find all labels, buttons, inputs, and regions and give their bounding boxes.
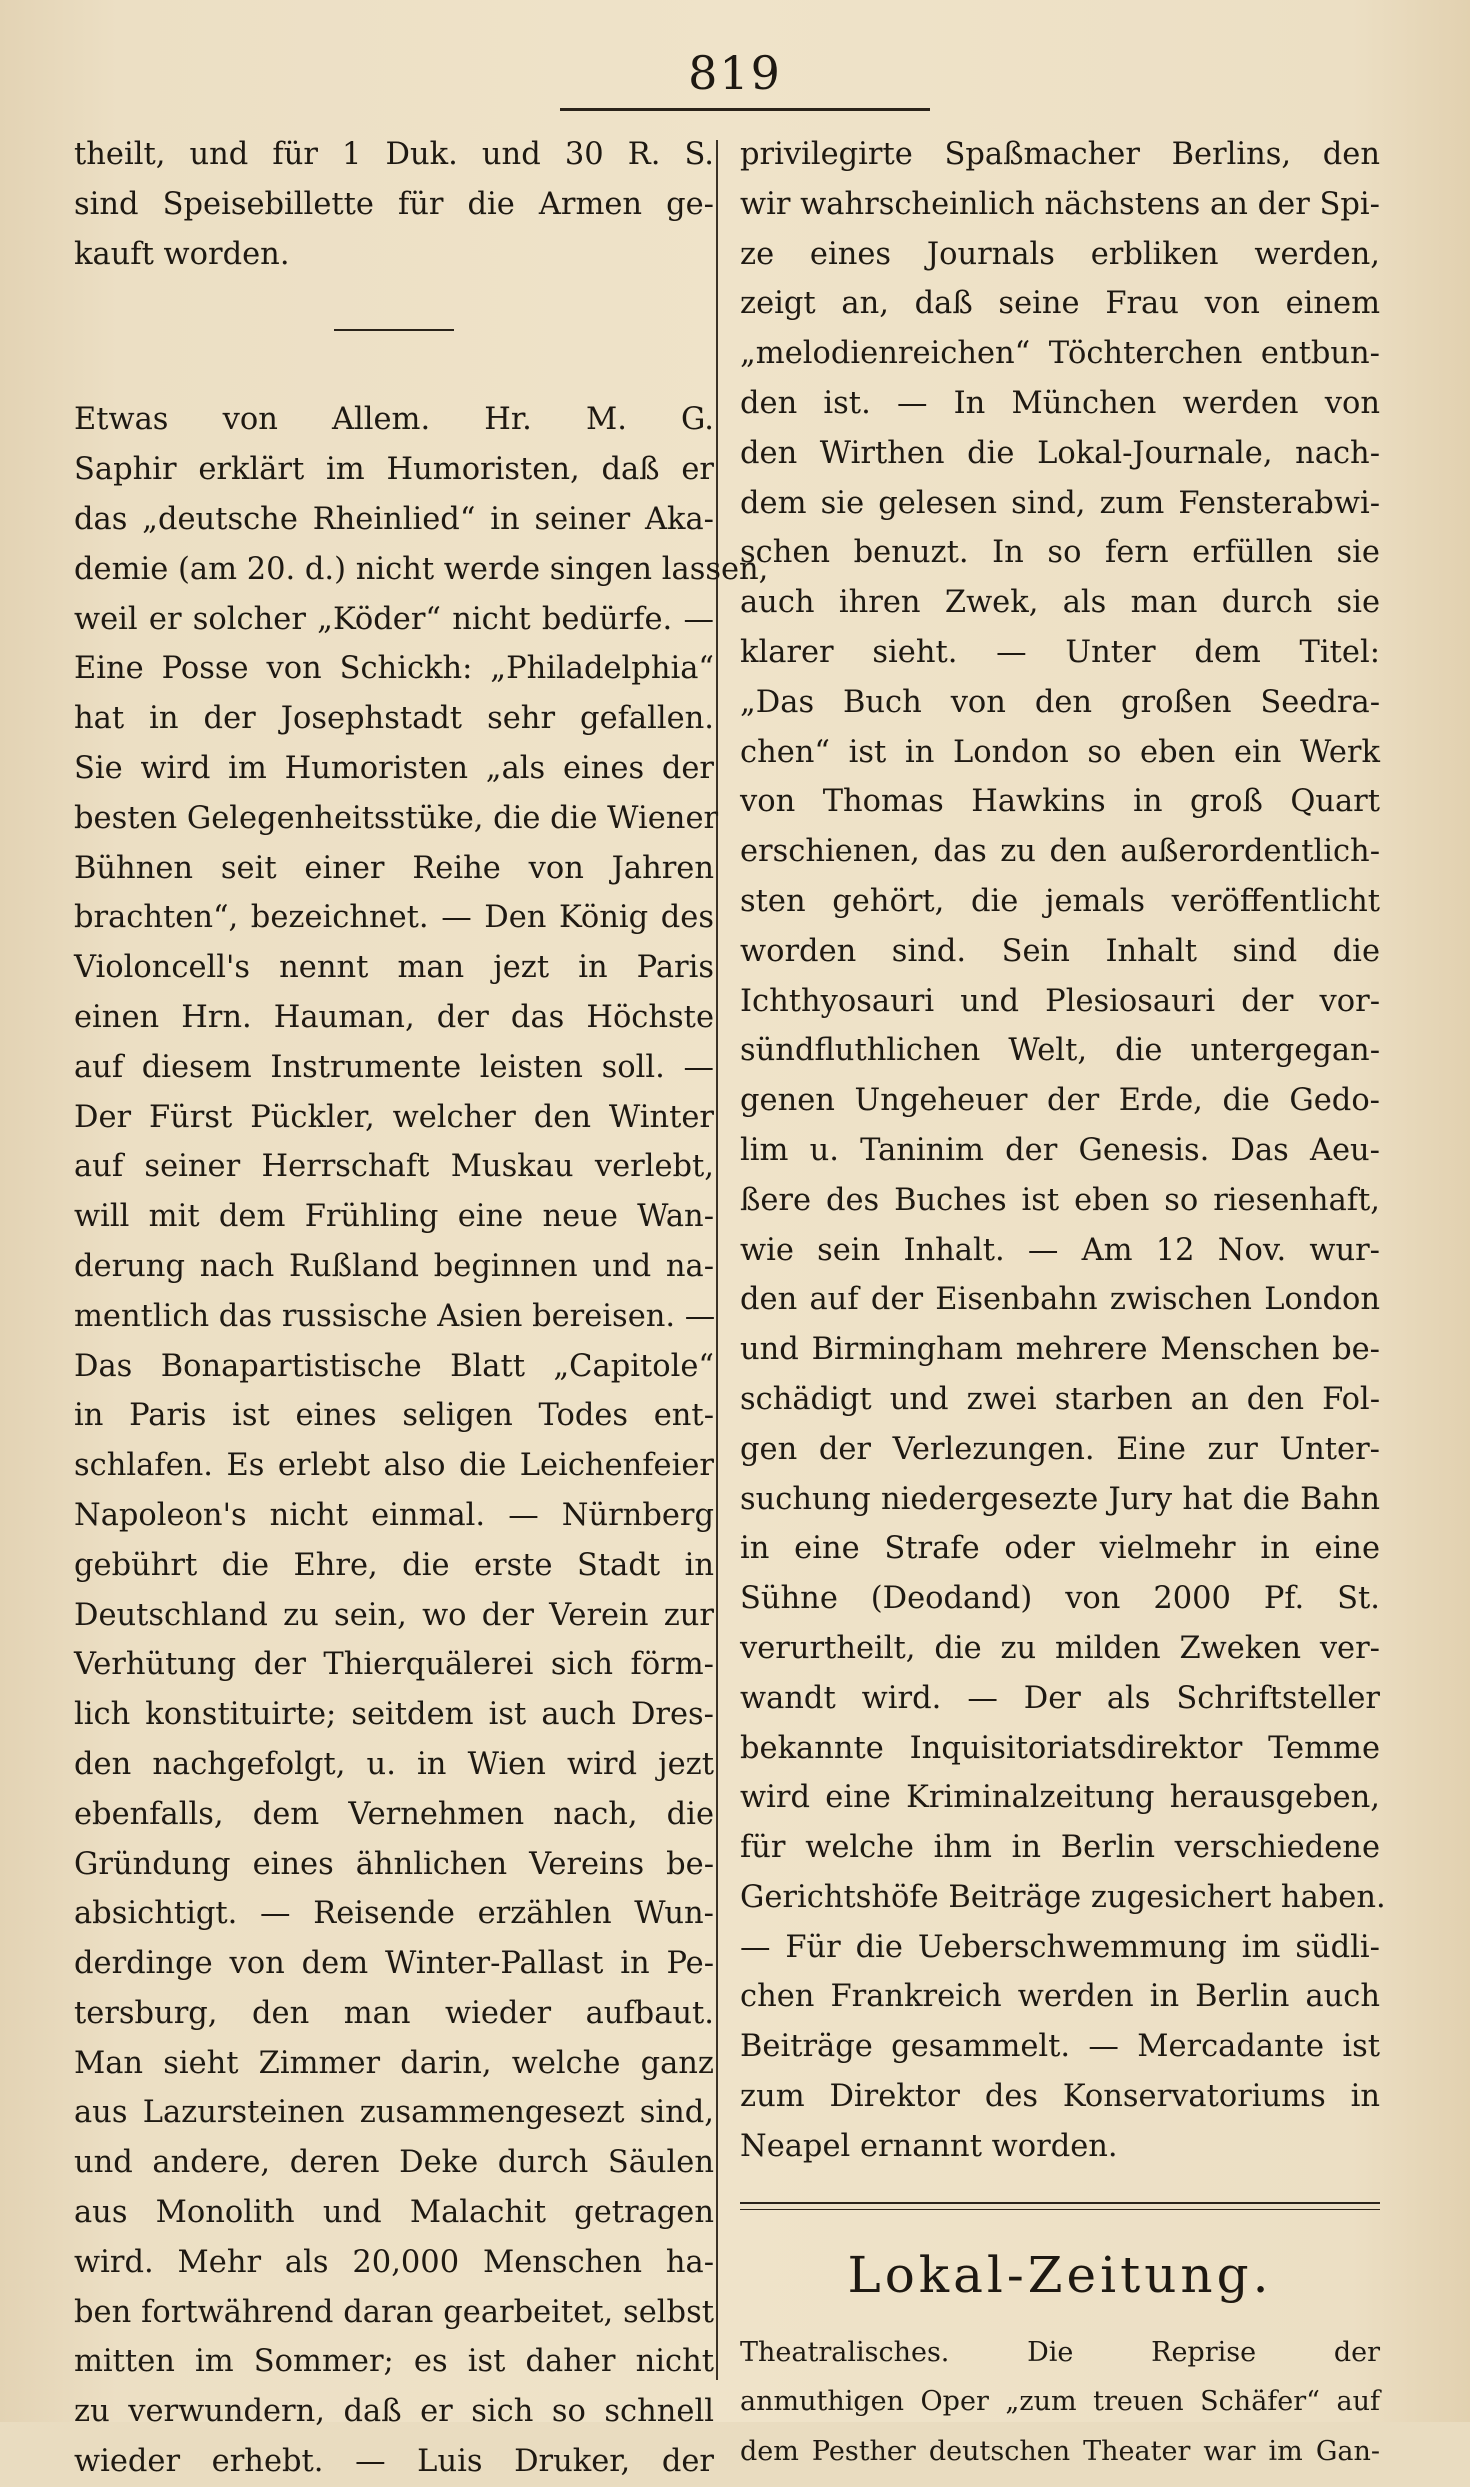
text-line: wird eine Kriminalzeitung herausgeben,: [740, 1780, 1380, 1816]
text-line: ze eines Journals erbliken werden,: [740, 236, 1380, 272]
text-line: dem sie gelesen sind, zum Fensterabwi-: [740, 485, 1380, 521]
text-line: wieder erhebt. — Luis Druker, der: [74, 2444, 714, 2480]
text-line: Sühne (Deodand) von 2000 Pf. St.: [740, 1581, 1380, 1617]
text-line: chen“ ist in London so eben ein Werk: [740, 734, 1380, 770]
text-line: schen benuzt. In so fern erfüllen sie: [740, 535, 1380, 571]
text-line: Gründung eines ähnlichen Vereins be-: [74, 1846, 714, 1882]
text-line: ebenfalls, dem Vernehmen nach, die: [74, 1796, 714, 1832]
text-line: will mit dem Frühling eine neue Wan-: [74, 1199, 714, 1235]
text-line: erschienen, das zu den außerordentlich-: [740, 834, 1380, 870]
text-line: Verhütung der Thierquälerei sich förm-: [74, 1647, 714, 1683]
text-line: sündfluthlichen Welt, die untergegan-: [740, 1033, 1380, 1069]
text-line: verurtheilt, die zu milden Zweken ver-: [740, 1630, 1380, 1666]
text-line: sind Speisebillette für die Armen ge-: [74, 186, 714, 222]
text-line: Das Bonapartistische Blatt „Capitole“: [74, 1348, 714, 1384]
text-line: weil er solcher „Köder“ nicht bedürfe. —: [74, 601, 714, 637]
column-divider: [716, 140, 718, 2380]
text-line: Neapel ernannt worden.: [740, 2128, 1118, 2164]
text-line: und Birmingham mehrere Menschen be-: [740, 1332, 1380, 1368]
text-line: auch ihren Zwek, als man durch sie: [740, 585, 1380, 621]
text-line: Man sieht Zimmer darin, welche ganz: [74, 2045, 714, 2081]
text-line: Sie wird im Humoristen „als eines der: [74, 750, 714, 786]
text-line: dem Pesther deutschen Theater war im Gan-: [740, 2436, 1380, 2468]
text-line: Bühnen seit einer Reihe von Jahren: [74, 850, 714, 886]
text-line: den Wirthen die Lokal-Journale, nach-: [740, 435, 1380, 471]
text-line: — Für die Ueberschwemmung im südli-: [740, 1929, 1380, 1965]
text-line: gebührt die Ehre, die erste Stadt in: [74, 1547, 714, 1583]
text-line: zum Direktor des Konservatoriums in: [740, 2079, 1380, 2115]
text-line: chen Frankreich werden in Berlin auch: [740, 1979, 1380, 2015]
text-line: „melodienreichen“ Töchterchen entbun-: [740, 336, 1380, 372]
text-line: privilegirte Spaßmacher Berlins, den: [740, 137, 1380, 172]
text-line: aus Monolith und Malachit getragen: [74, 2195, 714, 2231]
text-line: „Das Buch von den großen Seedra-: [740, 684, 1380, 720]
text-line: Saphir erklärt im Humoristen, daß er: [74, 452, 714, 488]
text-line: Violoncell's nennt man jezt in Paris: [74, 950, 714, 986]
text-line: tersburg, den man wieder aufbaut.: [74, 1995, 714, 2031]
text-line: von Thomas Hawkins in groß Quart: [740, 784, 1380, 820]
left-column: [74, 130, 769, 2487]
text-line: auf diesem Instrumente leisten soll. —: [74, 1049, 714, 1085]
text-line: absichtigt. — Reisende erzählen Wun-: [74, 1896, 714, 1932]
text-line: genen Ungeheuer der Erde, die Gedo-: [740, 1083, 1380, 1119]
text-line: in eine Strafe oder vielmehr in eine: [740, 1531, 1380, 1567]
text-line: wird. Mehr als 20,000 Menschen ha-: [74, 2244, 714, 2280]
text-line: theilt, und für 1 Duk. und 30 R. S.: [74, 137, 714, 172]
text-line: derung nach Rußland beginnen und na-: [74, 1248, 714, 1284]
text-line: ben fortwährend daran gearbeitet, selbst: [74, 2294, 714, 2330]
section-double-rule: [740, 2202, 1380, 2210]
text-line: derdinge von dem Winter-Pallast in Pe-: [74, 1946, 714, 1982]
text-line: mitten im Sommer; es ist daher nicht: [74, 2344, 714, 2380]
text-line: auf seiner Herrschaft Muskau verlebt,: [74, 1149, 714, 1185]
article-theatralisches: [740, 2328, 1380, 2477]
text-line: lim u. Taninim der Genesis. Das Aeu-: [740, 1132, 1380, 1168]
text-line: Eine Posse von Schickh: „Philadelphia“: [74, 651, 714, 687]
text-line: einen Hrn. Hauman, der das Höchste: [74, 999, 714, 1035]
text-line: Beiträge gesammelt. — Mercadante ist: [740, 2029, 1380, 2065]
text-line: wir wahrscheinlich nächstens an der Spi-: [740, 186, 1380, 222]
section-title-lokal-zeitung: Lokal-Zeitung.: [847, 2245, 1273, 2304]
paragraph-end-block: [74, 130, 714, 279]
text-line: ßere des Buches ist eben so riesenhaft,: [740, 1182, 1380, 1218]
text-line: anmuthigen Oper „zum treuen Schäfer“ auf: [740, 2386, 1380, 2418]
text-line: demie (am 20. d.) nicht werde singen lassen,: [74, 551, 769, 587]
text-line: kauft worden.: [74, 236, 290, 272]
right-column: [740, 130, 1386, 2477]
section-separator: [334, 329, 454, 331]
text-line: Deutschland zu sein, wo der Verein zur: [74, 1597, 714, 1633]
text-line: zu verwundern, daß er sich so schnell: [74, 2394, 714, 2430]
text-line: Etwas von Allem. Hr. M. G.: [74, 402, 714, 438]
text-line: und andere, deren Deke durch Säulen: [74, 2145, 714, 2181]
text-line: Theatralisches. Die Reprise der: [740, 2336, 1380, 2368]
text-line: für welche ihm in Berlin verschiedene: [740, 1830, 1380, 1866]
header-rule: [560, 108, 930, 111]
text-line: klarer sieht. — Unter dem Titel:: [740, 634, 1380, 670]
article-etwas-von-allem: [74, 395, 769, 2486]
text-line: lich konstituirte; seitdem ist auch Dres-: [74, 1697, 714, 1733]
text-line: den auf der Eisenbahn zwischen London: [740, 1282, 1380, 1318]
text-line: sten gehört, die jemals veröffentlicht: [740, 883, 1380, 919]
text-line: Der Fürst Pückler, welcher den Winter: [74, 1099, 714, 1135]
text-line: bekannte Inquisitoriatsdirektor Temme: [740, 1730, 1380, 1766]
text-line: Ichthyosauri und Plesiosauri der vor-: [740, 983, 1380, 1019]
text-line: mentlich das russische Asien bereisen. —: [74, 1298, 716, 1334]
text-line: besten Gelegenheitsstüke, die die Wiener: [74, 800, 719, 836]
text-line: suchung niedergesezte Jury hat die Bahn: [740, 1481, 1380, 1517]
text-line: gen der Verlezungen. Eine zur Unter-: [740, 1431, 1380, 1467]
text-line: Gerichtshöfe Beiträge zugesichert haben.: [740, 1879, 1386, 1915]
text-line: Napoleon's nicht einmal. — Nürnberg: [74, 1497, 714, 1533]
text-line: zeigt an, daß seine Frau von einem: [740, 286, 1380, 322]
text-line: brachten“, bezeichnet. — Den König des: [74, 900, 714, 936]
text-line: wandt wird. — Der als Schriftsteller: [740, 1680, 1380, 1716]
text-line: in Paris ist eines seligen Todes ent-: [74, 1398, 714, 1434]
article-continuation: [740, 130, 1386, 2172]
text-line: den nachgefolgt, u. in Wien wird jezt: [74, 1746, 714, 1782]
text-line: hat in der Josephstadt sehr gefallen.: [74, 701, 714, 737]
text-line: aus Lazursteinen zusammengesezt sind,: [74, 2095, 714, 2131]
text-line: das „deutsche Rheinlied“ in seiner Aka-: [74, 501, 714, 537]
text-line: den ist. — In München werden von: [740, 385, 1380, 421]
text-line: worden sind. Sein Inhalt sind die: [740, 933, 1380, 969]
text-line: wie sein Inhalt. — Am 12 Nov. wur-: [740, 1232, 1380, 1268]
page-number: 819: [688, 46, 782, 100]
text-line: schädigt und zwei starben an den Fol-: [740, 1381, 1380, 1417]
text-line: schlafen. Es erlebt also die Leichenfeier: [74, 1448, 714, 1484]
